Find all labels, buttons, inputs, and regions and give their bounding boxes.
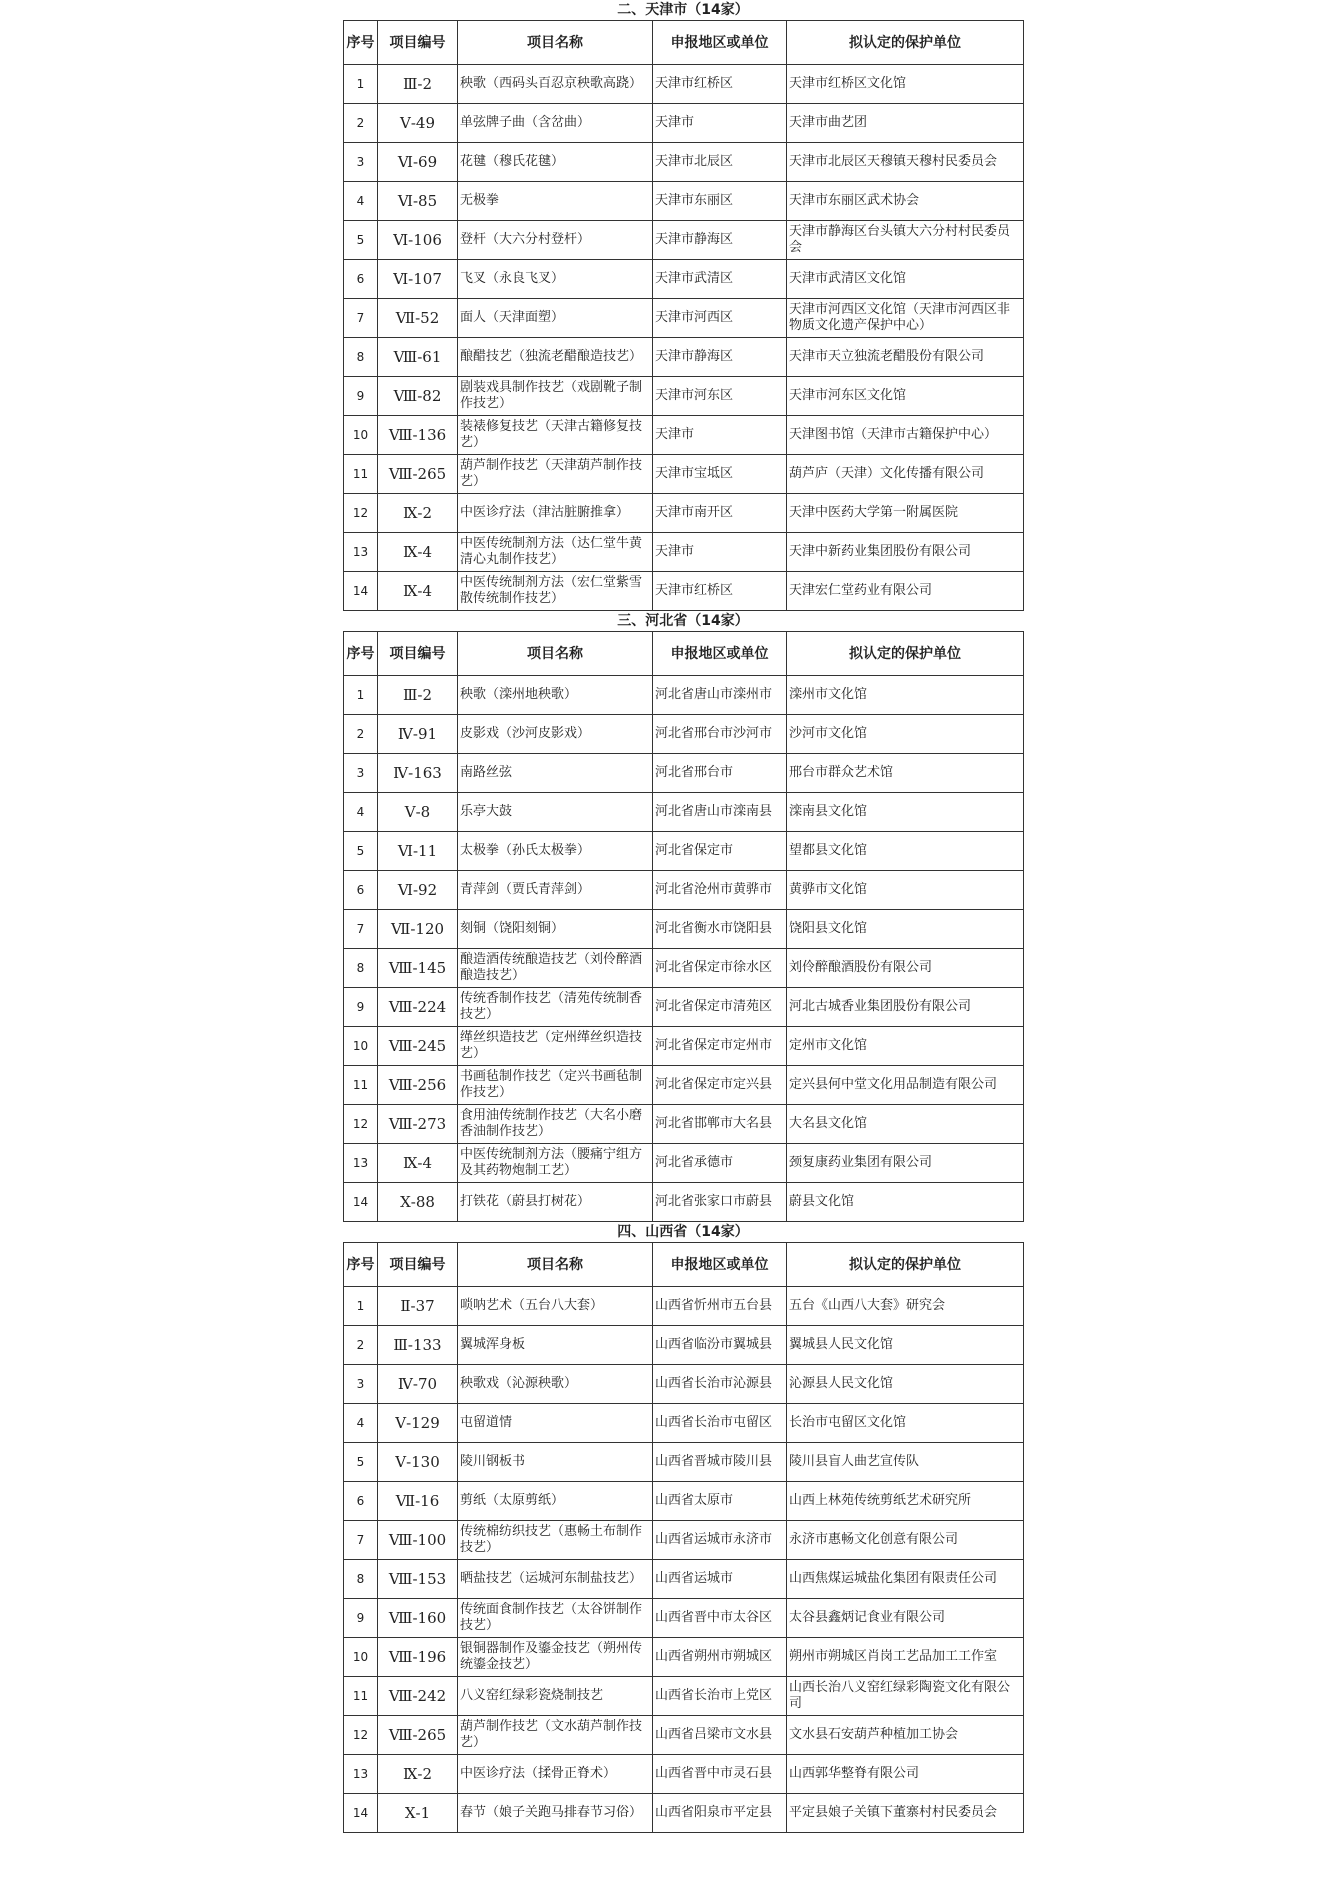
- row-number: 4: [344, 1404, 378, 1443]
- declaring-region: 天津市东丽区: [653, 182, 787, 221]
- header-region: 申报地区或单位: [653, 1243, 787, 1287]
- project-code: Ⅷ-242: [378, 1677, 458, 1716]
- row-number: 7: [344, 1521, 378, 1560]
- row-number: 11: [344, 455, 378, 494]
- table-row: [344, 338, 1024, 377]
- declaring-region: 河北省保定市清苑区: [653, 988, 787, 1027]
- project-name: 晒盐技艺（运城河东制盐技艺）: [458, 1560, 653, 1599]
- row-number: 8: [344, 338, 378, 377]
- declaring-region: 河北省邢台市沙河市: [653, 715, 787, 754]
- row-number: 3: [344, 1365, 378, 1404]
- table-row: [344, 1638, 1024, 1677]
- declaring-region: 山西省长治市屯留区: [653, 1404, 787, 1443]
- declaring-region: 河北省承德市: [653, 1144, 787, 1183]
- declaring-region: 天津市: [653, 104, 787, 143]
- table-header-row: [344, 632, 1024, 676]
- protection-unit: 沁源县人民文化馆: [787, 1365, 1024, 1404]
- declaring-region: 天津市宝坻区: [653, 455, 787, 494]
- section-title: 四、山西省（14家）: [617, 1224, 749, 1240]
- row-number: 2: [344, 1326, 378, 1365]
- project-name: 面人（天津面塑）: [458, 299, 653, 338]
- protection-unit: 天津市武清区文化馆: [787, 260, 1024, 299]
- declaring-region: 天津市静海区: [653, 221, 787, 260]
- protection-unit: 天津市东丽区武术协会: [787, 182, 1024, 221]
- protection-unit: 饶阳县文化馆: [787, 910, 1024, 949]
- row-number: 4: [344, 182, 378, 221]
- project-name: 皮影戏（沙河皮影戏）: [458, 715, 653, 754]
- project-code: Ⅷ-265: [378, 1716, 458, 1755]
- protection-unit: 天津图书馆（天津市古籍保护中心）: [787, 416, 1024, 455]
- row-number: 5: [344, 1443, 378, 1482]
- heritage-table: [343, 631, 1024, 1222]
- declaring-region: 天津市河西区: [653, 299, 787, 338]
- declaring-region: 天津市南开区: [653, 494, 787, 533]
- project-code: Ⅷ-224: [378, 988, 458, 1027]
- header-name: 项目名称: [458, 1243, 653, 1287]
- row-number: 6: [344, 871, 378, 910]
- declaring-region: 河北省张家口市蔚县: [653, 1183, 787, 1222]
- declaring-region: 天津市: [653, 533, 787, 572]
- declaring-region: 山西省长治市上党区: [653, 1677, 787, 1716]
- project-name: 春节（娘子关跑马排春节习俗）: [458, 1794, 653, 1833]
- project-code: Ⅵ-107: [378, 260, 458, 299]
- row-number: 7: [344, 910, 378, 949]
- project-code: Ⅷ-100: [378, 1521, 458, 1560]
- project-name: 中医传统制剂方法（腰痛宁组方及其药物炮制工艺）: [458, 1144, 653, 1183]
- table-header-row: [344, 21, 1024, 65]
- declaring-region: 河北省唐山市滦南县: [653, 793, 787, 832]
- project-name: 秧歌（西码头百忍京秧歌高跷）: [458, 65, 653, 104]
- table-row: [344, 910, 1024, 949]
- table-row: [344, 988, 1024, 1027]
- protection-unit: 天津市静海区台头镇大六分村村民委员会: [787, 221, 1024, 260]
- declaring-region: 河北省邢台市: [653, 754, 787, 793]
- document-page: [343, 0, 1023, 1833]
- row-number: 8: [344, 949, 378, 988]
- project-name: 陵川钢板书: [458, 1443, 653, 1482]
- protection-unit: 望都县文化馆: [787, 832, 1024, 871]
- project-name: 翼城浑身板: [458, 1326, 653, 1365]
- project-code: Ⅵ-92: [378, 871, 458, 910]
- project-name: 乐亭大鼓: [458, 793, 653, 832]
- project-name: 花毽（穆氏花毽）: [458, 143, 653, 182]
- project-name: 单弦牌子曲（含岔曲）: [458, 104, 653, 143]
- project-name: 八义窑红绿彩瓷烧制技艺: [458, 1677, 653, 1716]
- project-code: Ⅲ-2: [378, 676, 458, 715]
- row-number: 9: [344, 377, 378, 416]
- project-code: Ⅵ-11: [378, 832, 458, 871]
- protection-unit: 沙河市文化馆: [787, 715, 1024, 754]
- row-number: 6: [344, 260, 378, 299]
- header-code: 项目编号: [378, 21, 458, 65]
- protection-unit: 天津市河西区文化馆（天津市河西区非物质文化遗产保护中心）: [787, 299, 1024, 338]
- table-row: [344, 1443, 1024, 1482]
- row-number: 2: [344, 104, 378, 143]
- protection-unit: 滦南县文化馆: [787, 793, 1024, 832]
- declaring-region: 山西省临汾市翼城县: [653, 1326, 787, 1365]
- row-number: 5: [344, 221, 378, 260]
- project-code: Ⅲ-2: [378, 65, 458, 104]
- row-number: 12: [344, 1105, 378, 1144]
- declaring-region: 河北省唐山市滦州市: [653, 676, 787, 715]
- row-number: 14: [344, 572, 378, 611]
- row-number: 13: [344, 533, 378, 572]
- table-row: [344, 949, 1024, 988]
- project-name: 剪纸（太原剪纸）: [458, 1482, 653, 1521]
- protection-unit: 天津市北辰区天穆镇天穆村民委员会: [787, 143, 1024, 182]
- table-row: [344, 1794, 1024, 1833]
- row-number: 13: [344, 1755, 378, 1794]
- project-code: Ⅷ-160: [378, 1599, 458, 1638]
- table-header-row: [344, 1243, 1024, 1287]
- project-code: Ⅴ-49: [378, 104, 458, 143]
- protection-unit: 永济市惠畅文化创意有限公司: [787, 1521, 1024, 1560]
- project-code: Ⅶ-120: [378, 910, 458, 949]
- row-number: 1: [344, 1287, 378, 1326]
- project-name: 酿醋技艺（独流老醋酿造技艺）: [458, 338, 653, 377]
- table-row: [344, 1521, 1024, 1560]
- project-name: 唢呐艺术（五台八大套）: [458, 1287, 653, 1326]
- declaring-region: 河北省沧州市黄骅市: [653, 871, 787, 910]
- declaring-region: 天津市: [653, 416, 787, 455]
- project-name: 传统面食制作技艺（太谷饼制作技艺）: [458, 1599, 653, 1638]
- project-name: 中医传统制剂方法（达仁堂牛黄清心丸制作技艺）: [458, 533, 653, 572]
- table-row: [344, 260, 1024, 299]
- row-number: 5: [344, 832, 378, 871]
- row-number: 4: [344, 793, 378, 832]
- table-row: [344, 143, 1024, 182]
- table-row: [344, 104, 1024, 143]
- row-number: 3: [344, 143, 378, 182]
- protection-unit: 天津市红桥区文化馆: [787, 65, 1024, 104]
- project-name: 秧歌戏（沁源秧歌）: [458, 1365, 653, 1404]
- table-row: [344, 455, 1024, 494]
- project-code: Ⅸ-4: [378, 1144, 458, 1183]
- table-row: [344, 1482, 1024, 1521]
- table-row: [344, 793, 1024, 832]
- protection-unit: 陵川县盲人曲艺宣传队: [787, 1443, 1024, 1482]
- table-row: [344, 754, 1024, 793]
- project-name: 青萍剑（贾氏青萍剑）: [458, 871, 653, 910]
- declaring-region: 河北省保定市定州市: [653, 1027, 787, 1066]
- project-name: 装裱修复技艺（天津古籍修复技艺）: [458, 416, 653, 455]
- declaring-region: 山西省阳泉市平定县: [653, 1794, 787, 1833]
- header-region: 申报地区或单位: [653, 632, 787, 676]
- project-code: Ⅹ-1: [378, 1794, 458, 1833]
- row-number: 10: [344, 1638, 378, 1677]
- project-code: Ⅳ-91: [378, 715, 458, 754]
- project-name: 传统香制作技艺（清苑传统制香技艺）: [458, 988, 653, 1027]
- project-name: 银铜器制作及鎏金技艺（朔州传统鎏金技艺）: [458, 1638, 653, 1677]
- protection-unit: 定州市文化馆: [787, 1027, 1024, 1066]
- declaring-region: 天津市河东区: [653, 377, 787, 416]
- project-name: 缂丝织造技艺（定州缂丝织造技艺）: [458, 1027, 653, 1066]
- table-row: [344, 221, 1024, 260]
- row-number: 11: [344, 1677, 378, 1716]
- header-unit: 拟认定的保护单位: [787, 632, 1024, 676]
- project-code: Ⅳ-163: [378, 754, 458, 793]
- table-row: [344, 676, 1024, 715]
- table-row: [344, 1560, 1024, 1599]
- declaring-region: 山西省长治市沁源县: [653, 1365, 787, 1404]
- project-code: Ⅸ-4: [378, 572, 458, 611]
- project-name: 打铁花（蔚县打树花）: [458, 1183, 653, 1222]
- declaring-region: 山西省太原市: [653, 1482, 787, 1521]
- protection-unit: 山西郭华整脊有限公司: [787, 1755, 1024, 1794]
- project-name: 登杆（大六分村登杆）: [458, 221, 653, 260]
- protection-unit: 颈复康药业集团有限公司: [787, 1144, 1024, 1183]
- declaring-region: 山西省运城市永济市: [653, 1521, 787, 1560]
- section-title: 三、河北省（14家）: [617, 613, 749, 629]
- table-row: [344, 715, 1024, 754]
- declaring-region: 山西省晋中市灵石县: [653, 1755, 787, 1794]
- protection-unit: 邢台市群众艺术馆: [787, 754, 1024, 793]
- project-name: 秧歌（滦州地秧歌）: [458, 676, 653, 715]
- project-code: Ⅶ-52: [378, 299, 458, 338]
- table-row: [344, 65, 1024, 104]
- declaring-region: 河北省保定市定兴县: [653, 1066, 787, 1105]
- row-number: 10: [344, 1027, 378, 1066]
- project-code: Ⅷ-136: [378, 416, 458, 455]
- row-number: 9: [344, 1599, 378, 1638]
- project-code: Ⅸ-4: [378, 533, 458, 572]
- declaring-region: 天津市红桥区: [653, 572, 787, 611]
- project-code: Ⅷ-256: [378, 1066, 458, 1105]
- row-number: 11: [344, 1066, 378, 1105]
- table-row: [344, 1365, 1024, 1404]
- project-code: Ⅷ-245: [378, 1027, 458, 1066]
- header-seq: 序号: [344, 1243, 378, 1287]
- header-code: 项目编号: [378, 1243, 458, 1287]
- table-row: [344, 1066, 1024, 1105]
- declaring-region: 山西省晋中市太谷区: [653, 1599, 787, 1638]
- protection-unit: 五台《山西八大套》研究会: [787, 1287, 1024, 1326]
- protection-unit: 天津中新药业集团股份有限公司: [787, 533, 1024, 572]
- row-number: 1: [344, 65, 378, 104]
- table-row: [344, 1027, 1024, 1066]
- table-row: [344, 1677, 1024, 1716]
- section-title: 二、天津市（14家）: [617, 2, 749, 18]
- project-code: Ⅷ-82: [378, 377, 458, 416]
- project-code: Ⅷ-196: [378, 1638, 458, 1677]
- header-code: 项目编号: [378, 632, 458, 676]
- table-row: [344, 494, 1024, 533]
- declaring-region: 山西省运城市: [653, 1560, 787, 1599]
- header-seq: 序号: [344, 21, 378, 65]
- table-row: [344, 1404, 1024, 1443]
- declaring-region: 河北省保定市: [653, 832, 787, 871]
- project-name: 刻铜（饶阳刻铜）: [458, 910, 653, 949]
- table-row: [344, 1287, 1024, 1326]
- protection-unit: 河北古城香业集团股份有限公司: [787, 988, 1024, 1027]
- protection-unit: 天津市河东区文化馆: [787, 377, 1024, 416]
- table-row: [344, 572, 1024, 611]
- table-row: [344, 1716, 1024, 1755]
- project-code: Ⅸ-2: [378, 1755, 458, 1794]
- protection-unit: 朔州市朔城区肖岗工艺品加工工作室: [787, 1638, 1024, 1677]
- header-name: 项目名称: [458, 21, 653, 65]
- declaring-region: 山西省吕梁市文水县: [653, 1716, 787, 1755]
- row-number: 3: [344, 754, 378, 793]
- table-row: [344, 182, 1024, 221]
- project-code: Ⅷ-265: [378, 455, 458, 494]
- row-number: 14: [344, 1183, 378, 1222]
- protection-unit: 葫芦庐（天津）文化传播有限公司: [787, 455, 1024, 494]
- project-name: 南路丝弦: [458, 754, 653, 793]
- project-code: Ⅳ-70: [378, 1365, 458, 1404]
- table-row: [344, 871, 1024, 910]
- project-name: 酿造酒传统酿造技艺（刘伶醉酒酿造技艺）: [458, 949, 653, 988]
- protection-unit: 定兴县何中堂文化用品制造有限公司: [787, 1066, 1024, 1105]
- project-code: Ⅶ-16: [378, 1482, 458, 1521]
- project-name: 食用油传统制作技艺（大名小磨香油制作技艺）: [458, 1105, 653, 1144]
- protection-unit: 山西焦煤运城盐化集团有限责任公司: [787, 1560, 1024, 1599]
- declaring-region: 河北省邯郸市大名县: [653, 1105, 787, 1144]
- protection-unit: 天津宏仁堂药业有限公司: [787, 572, 1024, 611]
- project-name: 葫芦制作技艺（天津葫芦制作技艺）: [458, 455, 653, 494]
- declaring-region: 河北省保定市徐水区: [653, 949, 787, 988]
- row-number: 2: [344, 715, 378, 754]
- project-code: Ⅵ-69: [378, 143, 458, 182]
- project-code: Ⅷ-145: [378, 949, 458, 988]
- project-code: Ⅵ-85: [378, 182, 458, 221]
- protection-unit: 天津中医药大学第一附属医院: [787, 494, 1024, 533]
- declaring-region: 天津市红桥区: [653, 65, 787, 104]
- protection-unit: 文水县石安葫芦种植加工协会: [787, 1716, 1024, 1755]
- row-number: 12: [344, 1716, 378, 1755]
- declaring-region: 山西省朔州市朔城区: [653, 1638, 787, 1677]
- heritage-table: [343, 1242, 1024, 1833]
- project-code: Ⅷ-153: [378, 1560, 458, 1599]
- project-name: 中医诊疗法（揉骨正脊术）: [458, 1755, 653, 1794]
- table-row: [344, 377, 1024, 416]
- project-code: Ⅵ-106: [378, 221, 458, 260]
- table-row: [344, 832, 1024, 871]
- header-region: 申报地区或单位: [653, 21, 787, 65]
- declaring-region: 河北省衡水市饶阳县: [653, 910, 787, 949]
- protection-unit: 山西上林苑传统剪纸艺术研究所: [787, 1482, 1024, 1521]
- row-number: 14: [344, 1794, 378, 1833]
- protection-unit: 天津市曲艺团: [787, 104, 1024, 143]
- declaring-region: 天津市静海区: [653, 338, 787, 377]
- project-code: Ⅸ-2: [378, 494, 458, 533]
- project-name: 剧装戏具制作技艺（戏剧靴子制作技艺）: [458, 377, 653, 416]
- row-number: 9: [344, 988, 378, 1027]
- project-name: 屯留道情: [458, 1404, 653, 1443]
- project-code: Ⅲ-133: [378, 1326, 458, 1365]
- table-row: [344, 416, 1024, 455]
- protection-unit: 大名县文化馆: [787, 1105, 1024, 1144]
- row-number: 7: [344, 299, 378, 338]
- protection-unit: 天津市天立独流老醋股份有限公司: [787, 338, 1024, 377]
- header-seq: 序号: [344, 632, 378, 676]
- project-name: 飞叉（永良飞叉）: [458, 260, 653, 299]
- project-name: 太极拳（孙氏太极拳）: [458, 832, 653, 871]
- protection-unit: 黄骅市文化馆: [787, 871, 1024, 910]
- protection-unit: 蔚县文化馆: [787, 1183, 1024, 1222]
- declaring-region: 山西省忻州市五台县: [653, 1287, 787, 1326]
- row-number: 13: [344, 1144, 378, 1183]
- table-row: [344, 299, 1024, 338]
- project-code: Ⅴ-129: [378, 1404, 458, 1443]
- table-row: [344, 1326, 1024, 1365]
- protection-unit: 平定县娘子关镇下董寨村村民委员会: [787, 1794, 1024, 1833]
- protection-unit: 太谷县鑫炳记食业有限公司: [787, 1599, 1024, 1638]
- declaring-region: 天津市武清区: [653, 260, 787, 299]
- project-code: Ⅱ-37: [378, 1287, 458, 1326]
- row-number: 12: [344, 494, 378, 533]
- table-row: [344, 1183, 1024, 1222]
- protection-unit: 山西长治八义窑红绿彩陶瓷文化有限公司: [787, 1677, 1024, 1716]
- project-name: 书画毡制作技艺（定兴书画毡制作技艺）: [458, 1066, 653, 1105]
- project-name: 无极拳: [458, 182, 653, 221]
- project-code: Ⅹ-88: [378, 1183, 458, 1222]
- project-code: Ⅷ-61: [378, 338, 458, 377]
- table-row: [344, 533, 1024, 572]
- project-name: 中医诊疗法（津沽脏腑推拿）: [458, 494, 653, 533]
- header-unit: 拟认定的保护单位: [787, 1243, 1024, 1287]
- project-name: 葫芦制作技艺（文水葫芦制作技艺）: [458, 1716, 653, 1755]
- protection-unit: 滦州市文化馆: [787, 676, 1024, 715]
- declaring-region: 天津市北辰区: [653, 143, 787, 182]
- project-code: Ⅴ-8: [378, 793, 458, 832]
- project-code: Ⅴ-130: [378, 1443, 458, 1482]
- row-number: 10: [344, 416, 378, 455]
- table-row: [344, 1755, 1024, 1794]
- header-name: 项目名称: [458, 632, 653, 676]
- protection-unit: 刘伶醉酿酒股份有限公司: [787, 949, 1024, 988]
- row-number: 8: [344, 1560, 378, 1599]
- heritage-table: [343, 20, 1024, 611]
- row-number: 6: [344, 1482, 378, 1521]
- table-row: [344, 1105, 1024, 1144]
- project-name: 传统棉纺织技艺（惠畅土布制作技艺）: [458, 1521, 653, 1560]
- header-unit: 拟认定的保护单位: [787, 21, 1024, 65]
- declaring-region: 山西省晋城市陵川县: [653, 1443, 787, 1482]
- table-row: [344, 1599, 1024, 1638]
- project-code: Ⅷ-273: [378, 1105, 458, 1144]
- table-row: [344, 1144, 1024, 1183]
- project-name: 中医传统制剂方法（宏仁堂紫雪散传统制作技艺）: [458, 572, 653, 611]
- protection-unit: 翼城县人民文化馆: [787, 1326, 1024, 1365]
- row-number: 1: [344, 676, 378, 715]
- protection-unit: 长治市屯留区文化馆: [787, 1404, 1024, 1443]
